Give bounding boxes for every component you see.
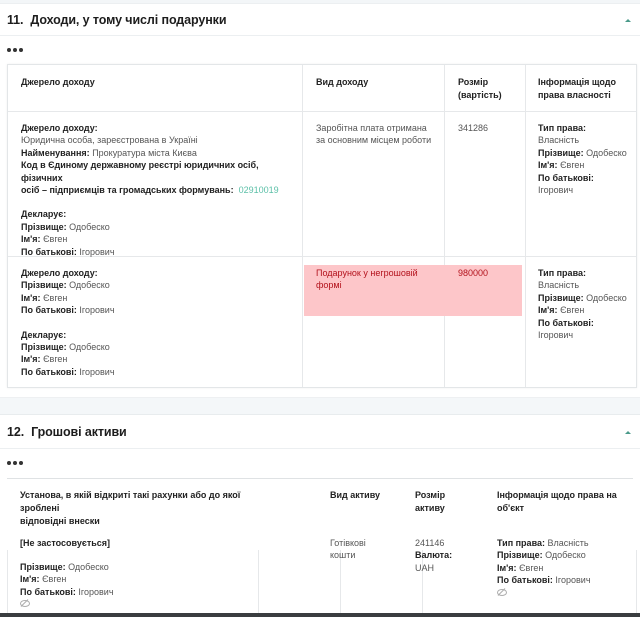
firstname-value: Євген: [560, 160, 585, 171]
code-label-line1: Код в Єдиному державному реєстрі юридичних осіб, фізичних: [21, 160, 259, 183]
row-1-type: [316, 122, 444, 147]
patronymic-value: Ігорович: [79, 246, 115, 257]
rights-surname-line: [497, 549, 637, 561]
code-label-line2: осіб – підприємців та громадських формувань:: [21, 185, 234, 196]
header-rights-line2: права власності: [538, 90, 611, 100]
type-line1: Подарунок у негрошовій: [316, 268, 418, 278]
patronymic-label: По батькові:: [21, 366, 77, 377]
rights-type-line: [497, 537, 637, 549]
section-11-title: [7, 13, 226, 27]
section-separator: [0, 397, 640, 415]
code-line: [21, 184, 301, 196]
rights-surname-line: [538, 292, 638, 304]
patronymic-label: По батькові:: [20, 586, 76, 597]
row-2-source: [21, 267, 301, 378]
rights-type-value: Власність: [538, 280, 580, 291]
patronymic-value: Ігорович: [79, 366, 115, 377]
surname-label: Прізвище:: [20, 562, 66, 572]
patronymic-value: Ігорович: [79, 305, 115, 316]
firstname-label: Ім'я:: [497, 562, 517, 573]
header-size-line1: Розмір: [415, 490, 446, 500]
firstname-label: Ім'я:: [538, 305, 558, 316]
asset-type-value: [330, 537, 366, 562]
patronymic-line: [21, 366, 301, 378]
asset-line1: Готівкові: [330, 538, 366, 548]
asset-rights-value: [497, 537, 637, 600]
section-title-text: Доходи, у тому числі подарунки: [30, 12, 227, 27]
rights-type-label: Тип права:: [538, 268, 586, 278]
name-line: [21, 147, 301, 159]
edrpou-code-link[interactable]: 02910019: [238, 185, 279, 196]
header-source: Джерело доходу: [21, 77, 95, 87]
surname-value: Одобеско: [69, 280, 110, 291]
rights-firstname-line: [538, 159, 638, 171]
row-2-rights: [538, 267, 638, 341]
source-kind: Юридична особа, зареєстрована в Україні: [21, 135, 198, 146]
rights-type-value: Власність: [547, 538, 589, 548]
surname-label: Прізвище:: [497, 550, 543, 561]
asset-size-value: [415, 537, 452, 574]
ellipsis-icon[interactable]: [7, 461, 23, 465]
surname-line: [21, 341, 301, 353]
surname-label: Прізвище:: [21, 342, 67, 353]
name-value: Прокуратура міста Києва: [92, 147, 197, 158]
patronymic-label: По батькові:: [497, 575, 553, 586]
patronymic-line: [21, 304, 301, 316]
firstname-line: [21, 292, 301, 304]
declarant-label: Декларує:: [21, 329, 67, 340]
ellipsis-icon[interactable]: [7, 48, 23, 52]
header-institution: [20, 489, 280, 528]
declarant-label: Декларує:: [21, 209, 67, 220]
rights-type-label: Тип права:: [497, 538, 545, 548]
firstname-label: Ім'я:: [20, 574, 40, 585]
rights-type-label: Тип права:: [538, 123, 586, 133]
patronymic-line: [20, 586, 250, 598]
header-rights-line1: Інформація щодо: [538, 77, 616, 87]
section-12-header[interactable]: [0, 415, 640, 449]
source-label: Джерело доходу:: [21, 123, 98, 133]
firstname-label: Ім'я:: [21, 234, 41, 245]
surname-value: Одобеско: [69, 342, 110, 353]
type-line1: Заробітна плата отримана: [316, 123, 427, 133]
currency-value: UAH: [415, 562, 435, 573]
chevron-up-icon[interactable]: [623, 427, 633, 437]
row-2-type: [316, 267, 444, 292]
surname-value: Одобеско: [586, 147, 627, 158]
row-1-amount: 341286: [458, 123, 489, 133]
currency-label: Валюта:: [415, 550, 453, 561]
asset-line2: кошти: [330, 550, 356, 561]
header-amount: [458, 76, 502, 102]
section-11-more[interactable]: [0, 36, 640, 63]
header-size-line2: активу: [415, 503, 445, 513]
firstname-value: Євген: [519, 562, 544, 573]
firstname-line: [20, 573, 250, 585]
header-asset-rights: [497, 489, 627, 515]
institution-value: [Не застосовується]: [20, 538, 111, 548]
row-1-rights: [538, 122, 638, 196]
header-amount-line1: Розмір: [458, 77, 489, 87]
column-divider: [303, 65, 445, 387]
firstname-label: Ім'я:: [21, 292, 41, 303]
patronymic-value: Ігорович: [78, 586, 114, 597]
income-table: [7, 64, 637, 388]
patronymic-label: По батькові:: [21, 305, 77, 316]
eye-off-icon[interactable]: [20, 598, 30, 608]
surname-label: Прізвище:: [21, 221, 67, 232]
section-title-text: Грошові активи: [31, 424, 127, 439]
chevron-up-icon[interactable]: [623, 15, 633, 25]
surname-line: [21, 279, 301, 291]
rights-patronymic-line: [497, 574, 637, 586]
column-divider: [259, 550, 341, 613]
row-owner: [20, 561, 250, 612]
column-divider: [445, 65, 526, 387]
header-rights-line2: об'єкт: [497, 503, 525, 513]
firstname-value: Євген: [43, 292, 68, 303]
header-type: Вид доходу: [316, 77, 369, 87]
surname-label: Прізвище:: [538, 292, 584, 303]
firstname-value: Євген: [560, 305, 585, 316]
surname-label: Прізвище:: [21, 280, 67, 291]
firstname-label: Ім'я:: [21, 354, 41, 365]
surname-value: Одобеско: [69, 221, 110, 232]
header-institution-line2: відповідні внески: [20, 516, 100, 526]
header-rights-line1: Інформація щодо права на: [497, 490, 617, 500]
surname-line: [21, 221, 301, 233]
patronymic-label: По батькові:: [538, 317, 594, 328]
rights-firstname-line: [538, 304, 638, 316]
header-rights: [538, 76, 616, 102]
header-asset-size: [415, 489, 445, 515]
section-number: 11.: [7, 12, 24, 27]
name-label: Найменування:: [21, 147, 90, 158]
bottom-edge: [0, 613, 640, 617]
type-line2: за основним місцем роботи: [316, 135, 432, 146]
firstname-line: [21, 233, 301, 245]
firstname-label: Ім'я:: [538, 160, 558, 171]
rights-type-value: Власність: [538, 135, 580, 146]
header-amount-line2: (вартість): [458, 90, 502, 100]
patronymic-value: Ігорович: [555, 575, 591, 586]
header-institution-line1: Установа, в якій відкриті такі рахунки або до якої зроблені: [20, 490, 241, 513]
amount-value: 241146: [415, 538, 445, 548]
row-1-source: [21, 122, 301, 258]
table-top-border: [7, 478, 633, 479]
section-12-title: [7, 425, 127, 439]
firstname-line: [21, 353, 301, 365]
eye-off-icon[interactable]: [497, 587, 507, 597]
surname-label: Прізвище:: [538, 147, 584, 158]
firstname-value: Євген: [43, 234, 68, 245]
patronymic-value: Ігорович: [538, 330, 574, 341]
rights-firstname-line: [497, 562, 637, 574]
row-divider: [8, 111, 636, 112]
surname-value: Одобеско: [545, 550, 586, 561]
firstname-value: Євген: [43, 354, 68, 365]
patronymic-label: По батькові:: [538, 172, 594, 183]
rights-surname-line: [538, 147, 638, 159]
surname-value: Одобеско: [68, 562, 109, 572]
section-number: 12.: [7, 424, 25, 439]
section-12-more[interactable]: [0, 449, 640, 476]
section-11-header[interactable]: [0, 4, 640, 36]
surname-value: Одобеско: [586, 292, 627, 303]
type-line2: формі: [316, 280, 342, 291]
firstname-value: Євген: [42, 574, 67, 585]
header-asset-type: Вид активу: [330, 490, 381, 500]
patronymic-value: Ігорович: [538, 185, 574, 196]
surname-line: [20, 561, 250, 573]
source-label: Джерело доходу:: [21, 268, 98, 278]
row-2-amount: 980000: [458, 268, 489, 278]
patronymic-label: По батькові:: [21, 246, 77, 257]
patronymic-line: [21, 246, 301, 258]
